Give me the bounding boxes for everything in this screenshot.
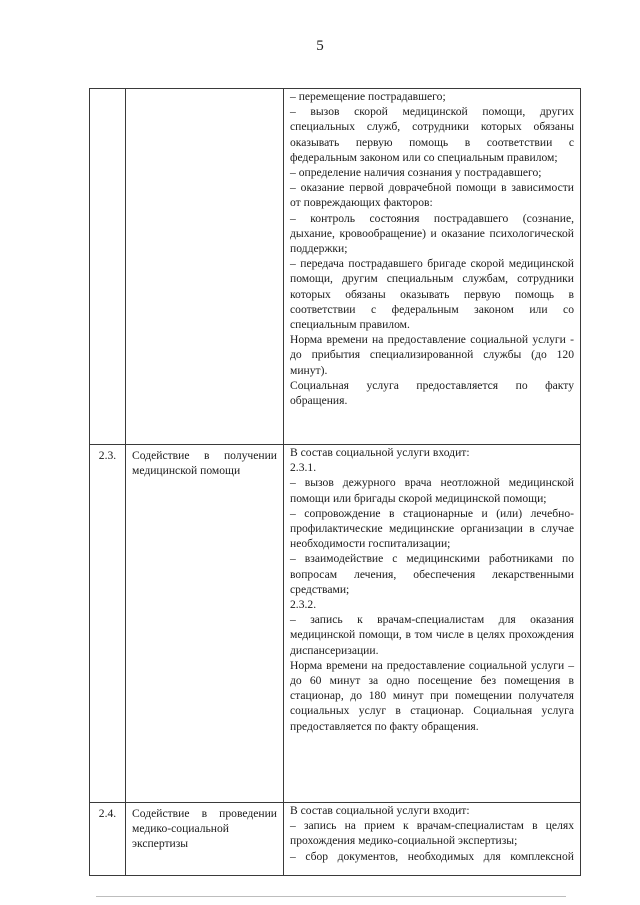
table-row xyxy=(90,803,581,876)
description-line: – контроль состояния пострадавшего (сознание, дыхание, кровообращение) и оказание психологической поддержки; xyxy=(290,211,574,256)
service-name-cell: Содействие в проведении медико-социальной экспертизы xyxy=(126,803,284,876)
description-line: В состав социальной услуги входит: xyxy=(290,804,470,817)
description-line: Социальная услуга предоставляется по факту обращения. xyxy=(290,378,574,408)
description-line: – перемещение пострадавшего; xyxy=(290,90,446,103)
description-line: – сбор документов, необходимых для комплексной xyxy=(290,849,574,863)
page-bottom-edge xyxy=(96,896,566,897)
page-number: 5 xyxy=(316,38,324,54)
description-line: – определение наличия сознания у пострадавшего; xyxy=(290,166,542,180)
services-table xyxy=(89,88,581,876)
row-number-cell xyxy=(90,89,126,445)
service-name-cell xyxy=(126,89,284,445)
description-line: Норма времени на предоставление социальной услуги - до прибытия специализированной службы (до 120 минут). xyxy=(290,333,574,377)
description-line: – сопровождение в стационарные и (или) лечебно-профилактические медицинские организации в случае необходимости госпитализации; xyxy=(290,506,574,551)
description-line: – взаимодействие с медицинскими работниками по вопросам лечения, обеспечения лекарственными средствами; xyxy=(290,552,574,596)
description-line: – вызов дежурного врача неотложной медицинской помощи или бригады скорой медицинской помощи; xyxy=(290,476,574,505)
description-line: 2.3.1. xyxy=(290,461,317,475)
table-row xyxy=(90,445,581,803)
description-line: – запись на прием к врачам-специалистам в целях прохождения медико-социальной экспертизы; xyxy=(290,819,574,848)
description-line: В состав социальной услуги входит: xyxy=(290,446,470,459)
row-number-cell: 2.3. xyxy=(90,445,126,803)
row-number-cell: 2.4. xyxy=(90,803,126,876)
description-line: 2.3.2. xyxy=(290,598,317,612)
service-description-cell xyxy=(284,445,581,803)
service-name-cell: Содействие в получении медицинской помощи xyxy=(126,445,284,803)
description-line: Норма времени на предоставление социальной услуги – до 60 минут за одно посещение без помещения в стационар, до 180 минут при помещении получателя социальных услуг в стационар. Социальная услуга предоставляется по факту обращения. xyxy=(290,658,574,733)
description-line: – передача пострадавшего бригаде скорой медицинской помощи, другим специальным службам, сотрудники которых обязаны оказывать первую помощь в соответствии с федеральным законом или со специальным правилом. xyxy=(290,257,574,332)
service-description-cell xyxy=(284,803,581,876)
description-line: – оказание первой доврачебной помощи в зависимости от повреждающих факторов: xyxy=(290,181,574,210)
description-line: – запись к врачам-специалистам для оказания медицинской помощи, в том числе в целях прохождения диспансеризации. xyxy=(290,613,574,657)
description-line: – вызов скорой медицинской помощи, других специальных служб, сотрудники которых обязаны оказывать первую помощь в соответствии с федеральным законом или со специальным правилом; xyxy=(290,105,574,164)
service-description-cell xyxy=(284,89,581,445)
table-row xyxy=(90,89,581,445)
